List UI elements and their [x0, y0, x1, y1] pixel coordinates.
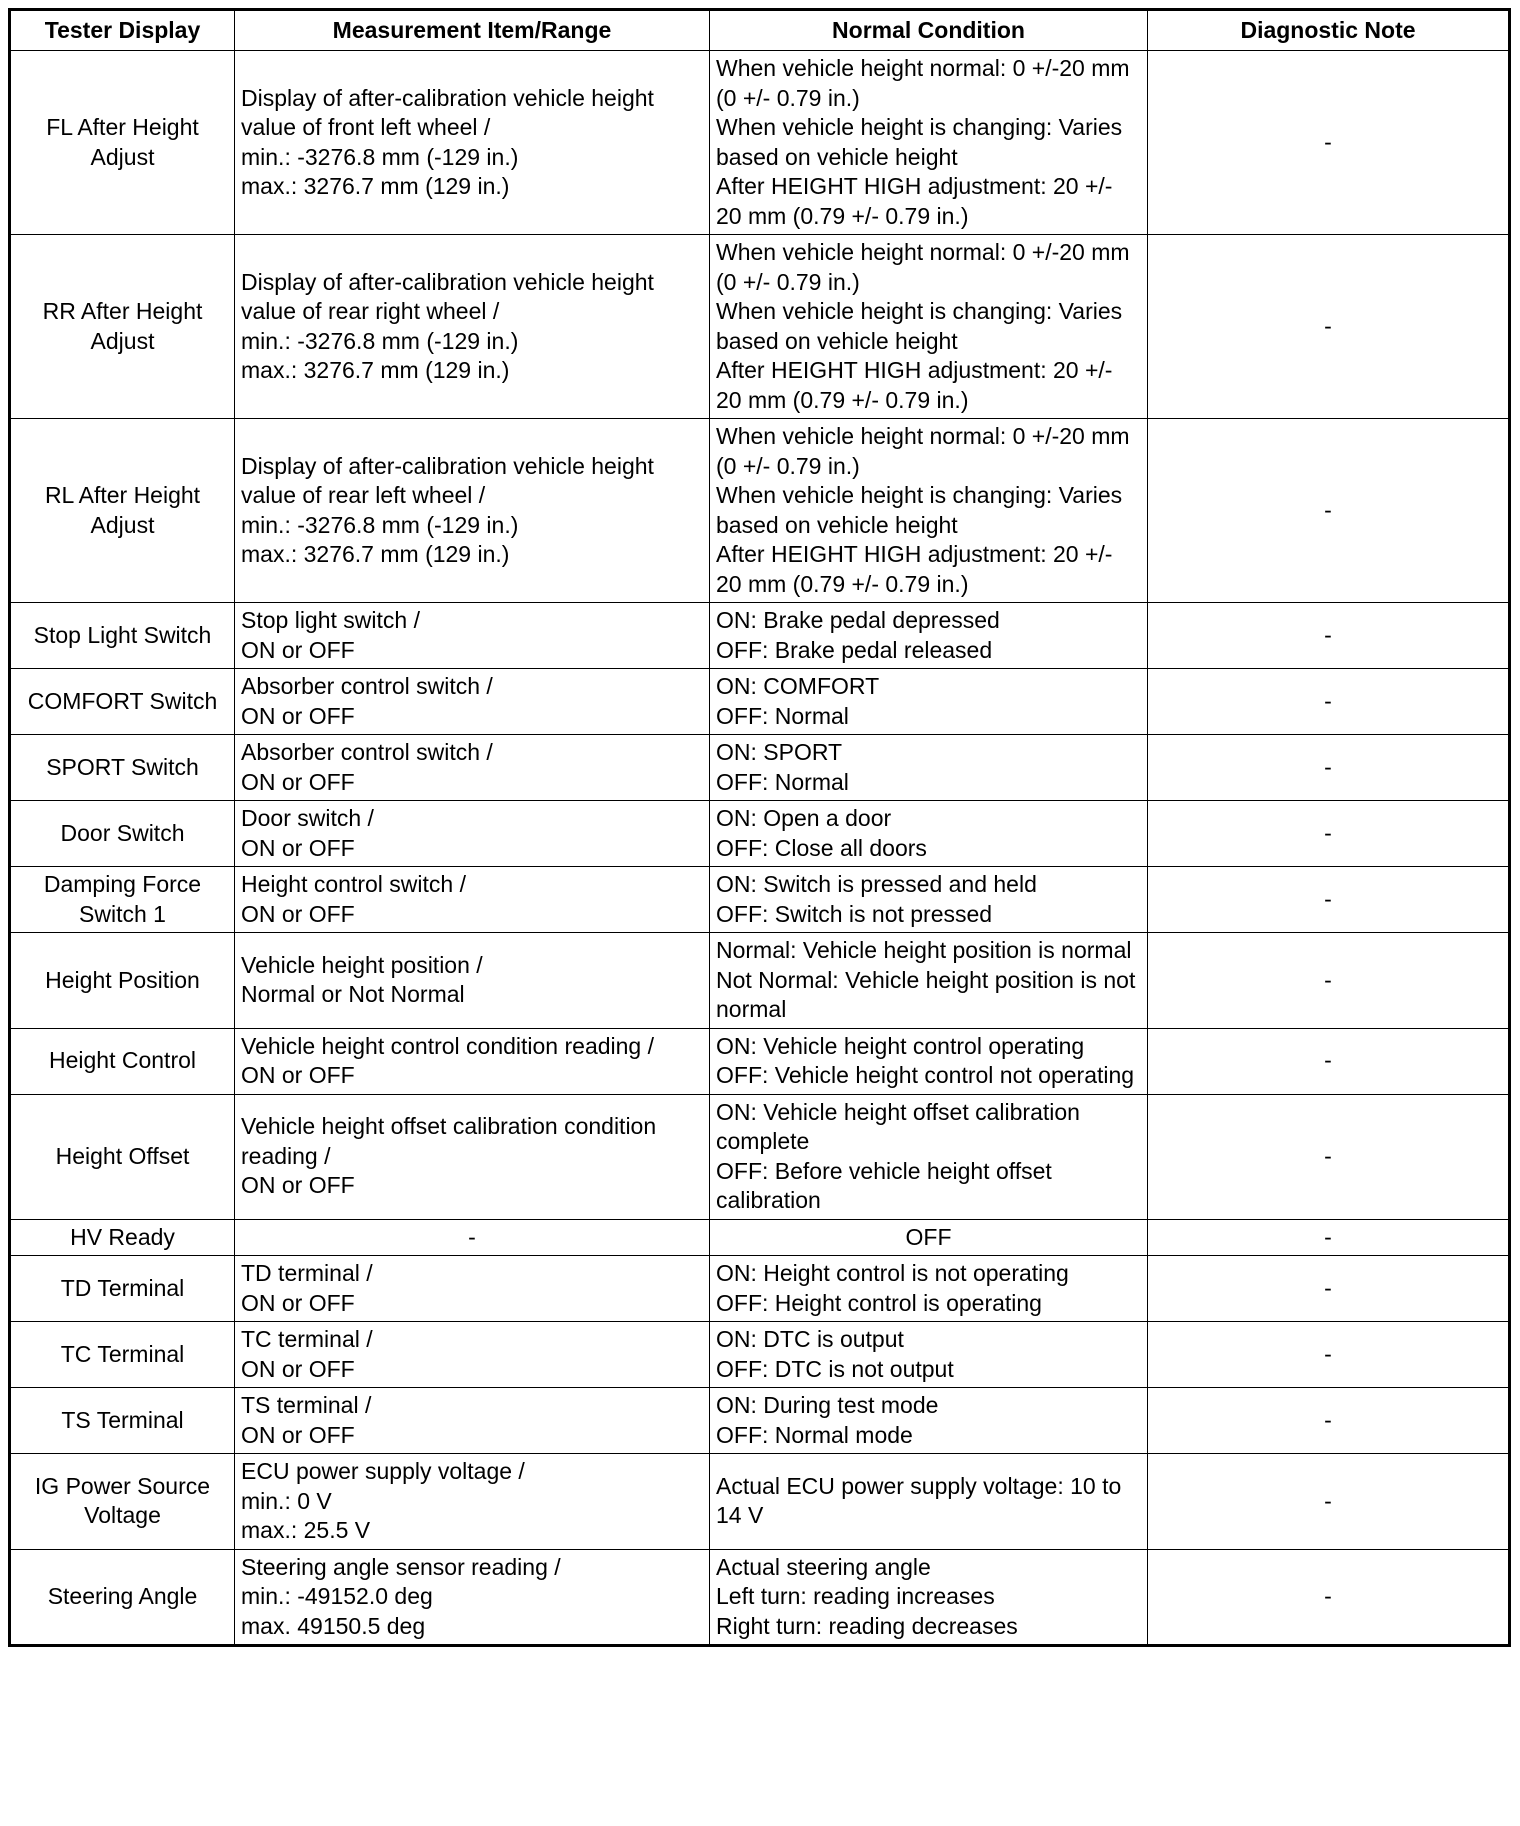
tester-display-cell: IG Power Source Voltage — [10, 1454, 235, 1550]
table-row — [10, 51, 1510, 235]
diagnostic-note-cell: - — [1148, 1094, 1510, 1219]
normal-condition-cell: ON: DTC is output OFF: DTC is not output — [710, 1322, 1148, 1388]
col-header-tester-display: Tester Display — [10, 10, 235, 51]
diagnostic-note-cell: - — [1148, 933, 1510, 1029]
measurement-item-cell: Absorber control switch / ON or OFF — [235, 669, 710, 735]
table-row — [10, 1388, 1510, 1454]
table-row — [10, 1454, 1510, 1550]
normal-condition-cell: ON: Switch is pressed and held OFF: Switch is not pressed — [710, 867, 1148, 933]
measurement-item-cell: Door switch / ON or OFF — [235, 801, 710, 867]
normal-condition-cell: Normal: Vehicle height position is normal Not Normal: Vehicle height position is not normal — [710, 933, 1148, 1029]
table-row — [10, 933, 1510, 1029]
diagnostic-note-cell: - — [1148, 1549, 1510, 1646]
tester-display-cell: TD Terminal — [10, 1256, 235, 1322]
normal-condition-cell: When vehicle height normal: 0 +/-20 mm (0 +/- 0.79 in.) When vehicle height is changing: Varies based on vehicle height After HEIGHT HIGH adjustment: 20 +/- 20 mm (0.79 +/- 0.79 in.) — [710, 419, 1148, 603]
table-row — [10, 1549, 1510, 1646]
normal-condition-cell: ON: Brake pedal depressed OFF: Brake pedal released — [710, 603, 1148, 669]
diagnostic-note-cell: - — [1148, 1388, 1510, 1454]
diagnostic-note-cell: - — [1148, 1454, 1510, 1550]
normal-condition-cell: ON: Vehicle height control operating OFF: Vehicle height control not operating — [710, 1028, 1148, 1094]
diagnostic-note-cell: - — [1148, 603, 1510, 669]
tester-display-cell: SPORT Switch — [10, 735, 235, 801]
diagnostic-note-cell: - — [1148, 235, 1510, 419]
table-row — [10, 801, 1510, 867]
normal-condition-cell: ON: Vehicle height offset calibration complete OFF: Before vehicle height offset calibration — [710, 1094, 1148, 1219]
table-row — [10, 1219, 1510, 1256]
tester-display-cell: Height Control — [10, 1028, 235, 1094]
measurement-item-cell: Display of after-calibration vehicle height value of rear left wheel / min.: -3276.8 mm (-129 in.) max.: 3276.7 mm (129 in.) — [235, 419, 710, 603]
table-row — [10, 1322, 1510, 1388]
normal-condition-cell: When vehicle height normal: 0 +/-20 mm (0 +/- 0.79 in.) When vehicle height is changing: Varies based on vehicle height After HEIGHT HIGH adjustment: 20 +/- 20 mm (0.79 +/- 0.79 in.) — [710, 235, 1148, 419]
measurement-item-cell: TD terminal / ON or OFF — [235, 1256, 710, 1322]
tester-display-cell: RR After Height Adjust — [10, 235, 235, 419]
measurement-item-cell: Display of after-calibration vehicle height value of front left wheel / min.: -3276.8 mm (-129 in.) max.: 3276.7 mm (129 in.) — [235, 51, 710, 235]
tester-display-cell: TC Terminal — [10, 1322, 235, 1388]
tester-display-cell: COMFORT Switch — [10, 669, 235, 735]
tester-display-cell: RL After Height Adjust — [10, 419, 235, 603]
table-row — [10, 867, 1510, 933]
tester-display-cell: Steering Angle — [10, 1549, 235, 1646]
normal-condition-cell: ON: During test mode OFF: Normal mode — [710, 1388, 1148, 1454]
measurement-item-cell: TC terminal / ON or OFF — [235, 1322, 710, 1388]
diagnostic-note-cell: - — [1148, 867, 1510, 933]
normal-condition-cell: Actual steering angle Left turn: reading increases Right turn: reading decreases — [710, 1549, 1148, 1646]
measurement-item-cell: - — [235, 1219, 710, 1256]
diagnostic-note-cell: - — [1148, 1028, 1510, 1094]
diagnostic-note-cell: - — [1148, 735, 1510, 801]
tester-display-cell: HV Ready — [10, 1219, 235, 1256]
table-row — [10, 669, 1510, 735]
measurement-item-cell: Vehicle height position / Normal or Not Normal — [235, 933, 710, 1029]
col-header-measurement-item: Measurement Item/Range — [235, 10, 710, 51]
measurement-item-cell: Stop light switch / ON or OFF — [235, 603, 710, 669]
table-body — [10, 51, 1510, 1646]
tester-display-cell: Damping Force Switch 1 — [10, 867, 235, 933]
table-row — [10, 1094, 1510, 1219]
diagnostic-note-cell: - — [1148, 1219, 1510, 1256]
measurement-item-cell: Height control switch / ON or OFF — [235, 867, 710, 933]
table-row — [10, 419, 1510, 603]
diagnostic-note-cell: - — [1148, 1322, 1510, 1388]
diagnostic-note-cell: - — [1148, 801, 1510, 867]
measurement-item-cell: Display of after-calibration vehicle height value of rear right wheel / min.: -3276.8 mm (-129 in.) max.: 3276.7 mm (129 in.) — [235, 235, 710, 419]
measurement-item-cell: Absorber control switch / ON or OFF — [235, 735, 710, 801]
tester-display-cell: Door Switch — [10, 801, 235, 867]
normal-condition-cell: When vehicle height normal: 0 +/-20 mm (0 +/- 0.79 in.) When vehicle height is changing: Varies based on vehicle height After HEIGHT HIGH adjustment: 20 +/- 20 mm (0.79 +/- 0.79 in.) — [710, 51, 1148, 235]
diagnostic-note-cell: - — [1148, 419, 1510, 603]
data-list-table — [8, 8, 1511, 1647]
diagnostic-note-cell: - — [1148, 1256, 1510, 1322]
tester-display-cell: Height Position — [10, 933, 235, 1029]
col-header-diagnostic-note: Diagnostic Note — [1148, 10, 1510, 51]
table-row — [10, 235, 1510, 419]
tester-display-cell: TS Terminal — [10, 1388, 235, 1454]
header-row — [10, 10, 1510, 51]
tester-display-cell: FL After Height Adjust — [10, 51, 235, 235]
tester-display-cell: Stop Light Switch — [10, 603, 235, 669]
normal-condition-cell: ON: SPORT OFF: Normal — [710, 735, 1148, 801]
diagnostic-note-cell: - — [1148, 51, 1510, 235]
table-row — [10, 735, 1510, 801]
measurement-item-cell: TS terminal / ON or OFF — [235, 1388, 710, 1454]
table-row — [10, 1028, 1510, 1094]
measurement-item-cell: ECU power supply voltage / min.: 0 V max.: 25.5 V — [235, 1454, 710, 1550]
normal-condition-cell: ON: Height control is not operating OFF: Height control is operating — [710, 1256, 1148, 1322]
table-row — [10, 603, 1510, 669]
normal-condition-cell: ON: Open a door OFF: Close all doors — [710, 801, 1148, 867]
measurement-item-cell: Vehicle height offset calibration condition reading / ON or OFF — [235, 1094, 710, 1219]
normal-condition-cell: OFF — [710, 1219, 1148, 1256]
measurement-item-cell: Vehicle height control condition reading / ON or OFF — [235, 1028, 710, 1094]
tester-display-cell: Height Offset — [10, 1094, 235, 1219]
normal-condition-cell: ON: COMFORT OFF: Normal — [710, 669, 1148, 735]
col-header-normal-condition: Normal Condition — [710, 10, 1148, 51]
diagnostic-note-cell: - — [1148, 669, 1510, 735]
measurement-item-cell: Steering angle sensor reading / min.: -49152.0 deg max. 49150.5 deg — [235, 1549, 710, 1646]
normal-condition-cell: Actual ECU power supply voltage: 10 to 14 V — [710, 1454, 1148, 1550]
table-row — [10, 1256, 1510, 1322]
